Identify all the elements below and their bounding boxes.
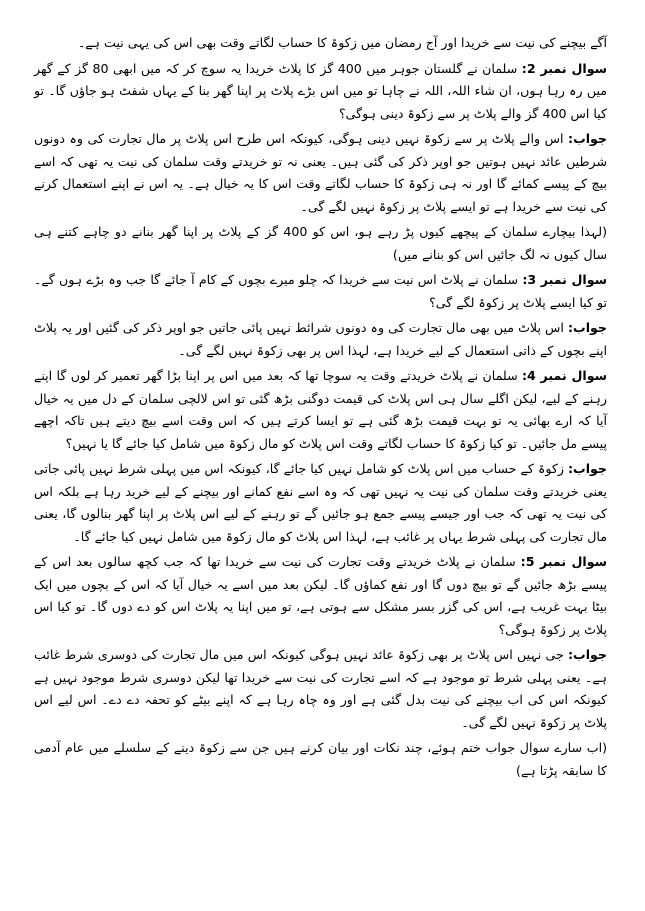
answer-text: جی نہیں اس پلاٹ پر بھی زکوۃ عائد نہیں ہوگی کیونکہ اس میں مال تجارت کی دوسری شرط غائب ہے۔ یعنی پہلی شرط تو موجود ہے کہ اسے تجارت کی نیت سے خریدا تھا لیکن دوسری شرط موجود نہیں ہے کیونکہ اس کی اب بیچنے کی نیت بدل گئی ہے اور وہ چاہ رہا ہے کہ اپنے بیٹے کو تحفہ دے دے۔ اس لیے اس پلاٹ پر زکوۃ نہیں لگے گی۔: [34, 647, 607, 730]
answer-label: جواب:: [568, 131, 608, 146]
closing-note: [34, 737, 607, 782]
answer-label: جواب:: [568, 647, 607, 662]
question-text: سلمان نے پلاٹ خریدتے وقت تجارت کی نیت سے خریدا تھا کہ جب کچھ سالوں بعد اس کے پیسے بڑھ جائیں گے تو بیچ دوں گا اور نفع کماؤں گا۔ لیکن بعد میں اسے یہ خیال آیا کہ اس کے بچوں میں ایک بیٹا بہت غریب ہے، اس کی گزر بسر مشکل سے ہوتی ہے، تو میں اپنا یہ پلاٹ اس کو دے دوں گا۔ تو کیا اس پلاٹ پر زکوۃ ہوگی؟: [34, 554, 607, 637]
question-label: سوال نمبر 3:: [522, 272, 607, 287]
answer-label: جواب:: [568, 461, 607, 476]
answer-text: اس والے پلاٹ پر سے زکوۃ نہیں دینی ہوگی، کیونکہ اس طرح اس پلاٹ پر مال تجارت کی وہ دونوں شرطیں عائد نہیں ہوتیں جو اوپر ذکر کی گئی ہیں۔ یعنی نہ تو خریدتے وقت سلمان کی نیت یہ تھی کہ اسے بیچ کے پیسے کمائے گا اور نہ ہی زکوۃ کا حساب لگاتے وقت اس کا یہ خیال ہے۔ یہ اس نے اپنے استعمال کرنے کی نیت سے خریدا ہے تو ایسے پلاٹ پر زکوۃ نہیں لگے گی۔: [34, 131, 607, 214]
answer-label: جواب:: [568, 320, 607, 335]
question-4: [34, 365, 607, 455]
question-3: [34, 269, 607, 314]
note-text: (لہذا بیچارے سلمان کے پیچھے کیوں پڑ رہے ہو، اس کو 400 گز کے پلاٹ پر اپنا گھر بنانے دو چاہے کتنے ہی سال کیوں نہ لگ جائیں اس کو بنانے میں): [34, 224, 607, 262]
note-text: (اب سارے سوال جواب ختم ہوئے، چند نکات اور بیان کرنے ہیں جن سے زکوۃ دینے کے سلسلے میں عام آدمی کا سابقہ پڑتا ہے): [34, 740, 607, 778]
paragraph-text: آگے بیچنے کی نیت سے خریدا اور آج رمضان میں زکوۃ کا حساب لگاتے وقت بھی اس کی یہی نیت ہے۔: [77, 35, 607, 50]
question-2: [34, 58, 607, 126]
answer-2: [34, 128, 607, 218]
question-label: سوال نمبر 4:: [522, 368, 607, 383]
parenthetical-note: [34, 221, 607, 266]
question-text: سلمان نے گلستان جوہر میں 400 گز کا پلاٹ خریدا یہ سوچ کر کہ میں ابھی 80 گز کے گھر میں رہ رہا ہوں، ان شاء اللہ، اللہ نے چاہا تو میں اس بڑے پلاٹ پر اپنا گھر بنا کے یہاں شفٹ ہو جاؤں گا۔ تو کیا اس 400 گز والے پلاٹ پر سے زکوۃ دینی ہوگی؟: [34, 60, 607, 121]
answer-5: [34, 644, 607, 734]
answer-3: [34, 317, 607, 362]
answer-4: [34, 458, 607, 548]
question-5: [34, 551, 607, 641]
paragraph-intro: [34, 32, 607, 55]
answer-text: اس پلاٹ میں بھی مال تجارت کی وہ دونوں شرائط نہیں پائی جاتیں جو اوپر ذکر کی گئیں اور یہ پلاٹ اپنے بچوں کے ذاتی استعمال کے لیے خریدا ہے، لہذا اس پر بھی زکوۃ نہیں لگے گی۔: [34, 320, 607, 358]
answer-text: زکوۃ کے حساب میں اس پلاٹ کو شامل نہیں کیا جائے گا، کیونکہ اس میں پہلی شرط نہیں پائی جاتی یعنی خریدتے وقت سلمان کی نیت یہ نہیں تھی کہ وہ اسے نفع کمانے اور بیچنے کے لیے خرید رہا ہے بلکہ اس کی نیت یہ تھی کہ جب اور جیسے پیسے جمع ہو جائیں گے تو رہنے کے لیے اس پلاٹ پر اپنا گھر بنالوں گا، یعنی مال تجارت کی پہلی شرط یہاں پر غائب ہے، لہذا اس پلاٹ کو مال زکوۃ میں شامل نہیں کیا جائے گا۔: [34, 461, 607, 544]
question-text: سلمان نے پلاٹ خریدتے وقت یہ سوچا تھا کہ بعد میں اس پر اپنا بڑا گھر تعمیر کر لوں گا اپنے رہنے کے لیے، لیکن اگلے سال ہی اس پلاٹ کی قیمت دوگنی بڑھ گئی تو اس لالچی سلمان کے دل میں یہ خیال آیا کہ ارے بھائی یہ تو بہت قیمت بڑھ گئی ہے تو ایسا کرتے ہیں کہ اس وقت اسے بیچ دیتے ہیں تاکہ اچھے پیسے مل جائیں۔ تو کیا زکوۃ کا حساب لگاتے وقت اس پلاٹ کو مال زکوۃ میں شامل کیا جائے گا یا نہیں؟: [34, 368, 607, 451]
question-text: سلمان نے پلاٹ اس نیت سے خریدا کہ چلو میرے بچوں کے کام آ جائے گا جب وہ بڑے ہوں گے۔ تو کیا ایسے پلاٹ پر زکوۃ لگے گی؟: [34, 272, 607, 310]
question-label: سوال نمبر 5:: [520, 554, 607, 569]
question-label: سوال نمبر 2:: [521, 60, 607, 76]
